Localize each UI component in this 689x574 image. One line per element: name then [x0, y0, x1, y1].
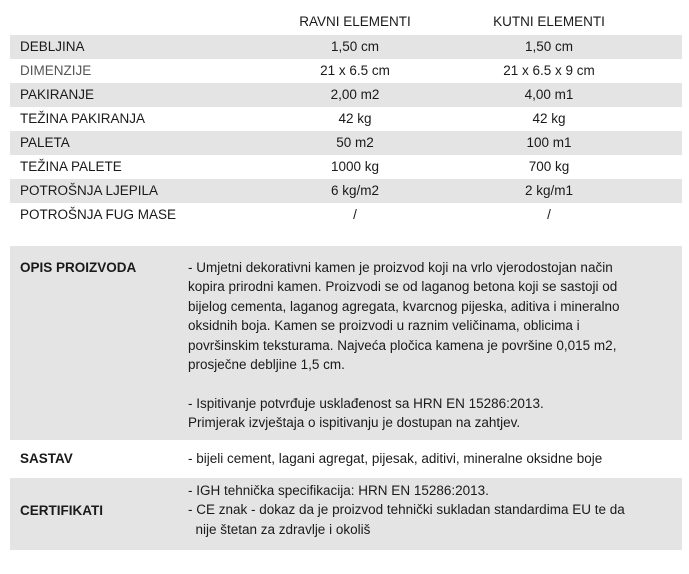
certifikati-section: [10, 478, 682, 550]
description-line: - Umjetni dekorativni kamen je proizvod koji na vrlo vjerodostojan način: [188, 260, 613, 275]
row-label: POTROŠNJA FUG MASE: [20, 207, 177, 222]
product-info-table: [10, 246, 682, 550]
kutni-value: /: [547, 207, 551, 222]
certificate-line: - IGH tehnička specifikacija: HRN EN 15286:2013.: [188, 483, 489, 498]
certifikati-text: [188, 481, 668, 539]
row-label: TEŽINA PAKIRANJA: [20, 111, 146, 126]
table-row: [10, 83, 682, 107]
certificate-line: nije štetan za zdravlje i okoliš: [188, 521, 371, 537]
description-line: bijelog cementa, laganog agregata, kvarcnog pijeska, aditiva i mineralno: [188, 298, 620, 314]
ravni-value: 42 kg: [338, 111, 372, 126]
header-ravni-elementi: RAVNI ELEMENTI: [299, 14, 411, 29]
sastav-text: - bijeli cement, lagani agregat, pijesak, aditivi, mineralne oksidne boje: [188, 451, 603, 466]
ravni-value: /: [353, 207, 357, 222]
spec-table-header: [10, 11, 682, 35]
kutni-value: 21 x 6.5 x 9 cm: [503, 63, 595, 78]
description-line: prosječne debljine 1,5 cm.: [188, 357, 345, 373]
kutni-value: 42 kg: [532, 111, 566, 126]
ravni-value: 50 m2: [336, 135, 374, 150]
description-line: kopira prirodni kamen. Proizvodi se od laganog betona koji se sastoji od: [188, 279, 618, 295]
description-line: Primjerak izvještaja o ispitivanju je dostupan na zahtjev.: [188, 415, 521, 431]
row-label: DEBLJINA: [20, 39, 85, 54]
ravni-value: 21 x 6.5 cm: [320, 63, 390, 78]
certificate-line: - CE znak - dokaz da je proizvod tehnički sukladan standardima EU te da: [188, 502, 625, 518]
kutni-value: 2 kg/m1: [524, 183, 574, 198]
sastav-label: SASTAV: [20, 451, 73, 466]
table-row: [10, 59, 682, 83]
opis-proizvoda-section: [10, 246, 682, 440]
row-label: PAKIRANJE: [20, 87, 95, 102]
ravni-value: 6 kg/m2: [330, 183, 380, 198]
kutni-value: 1,50 cm: [524, 39, 574, 54]
opis-proizvoda-text: [188, 258, 668, 433]
row-label: TEŽINA PALETE: [20, 159, 122, 174]
table-row: [10, 179, 682, 203]
ravni-value: 1,50 cm: [330, 39, 380, 54]
ravni-value: 1000 kg: [330, 159, 380, 174]
table-row: [10, 203, 682, 227]
table-row: [10, 155, 682, 179]
description-line: - Ispitivanje potvrđuje usklađenost sa HRN EN 15286:2013.: [188, 395, 544, 411]
description-line: oksidnih boja. Kamen se proizvodi u raznim veličinama, oblicima i: [188, 318, 580, 334]
sastav-section: [10, 440, 682, 478]
row-label: POTROŠNJA LJEPILA: [20, 183, 159, 198]
description-spacer: [188, 374, 668, 393]
table-row: [10, 131, 682, 155]
opis-proizvoda-label: OPIS PROIZVODA: [20, 260, 137, 275]
table-row: [10, 107, 682, 131]
description-line: površinskim teksturama. Najveća pločica kamena je površine 0,015 m2,: [188, 337, 617, 353]
kutni-value: 700 kg: [528, 159, 570, 174]
certifikati-label: CERTIFIKATI: [20, 503, 103, 518]
kutni-value: 100 m1: [526, 135, 572, 150]
row-label: DIMENZIJE: [20, 63, 92, 78]
row-label: PALETA: [20, 135, 70, 150]
ravni-value: 2,00 m2: [330, 87, 380, 102]
kutni-value: 4,00 m1: [524, 87, 574, 102]
table-row: [10, 35, 682, 59]
header-kutni-elementi: KUTNI ELEMENTI: [493, 14, 605, 29]
spec-table: [10, 11, 682, 227]
